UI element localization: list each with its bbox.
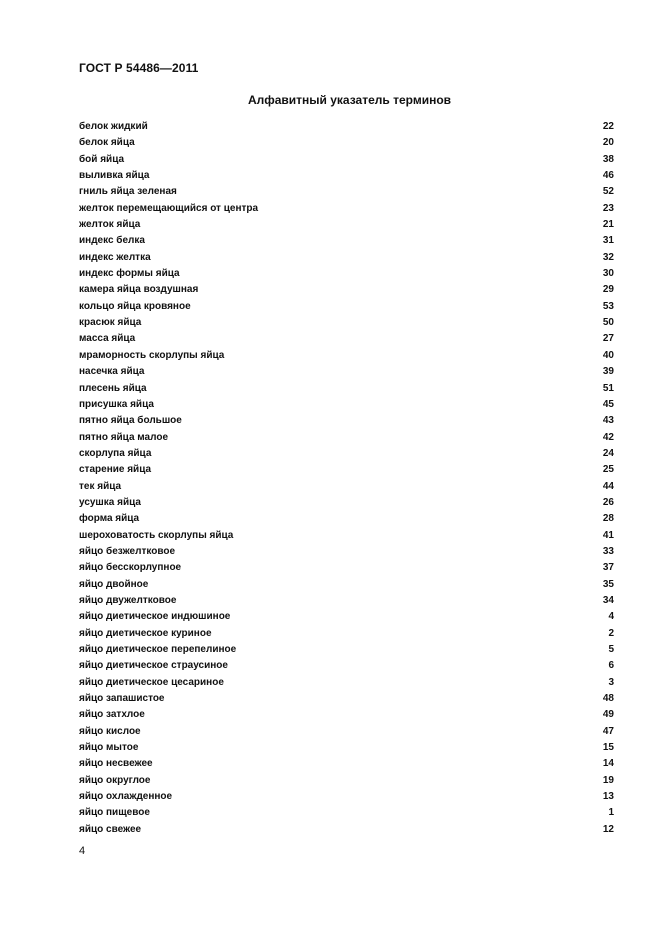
index-term: желток яйца xyxy=(79,219,141,231)
index-term-number: 29 xyxy=(602,284,614,296)
index-entry xyxy=(79,593,614,609)
index-term: яйцо двужелтковое xyxy=(79,594,177,606)
index-term: яйцо кислое xyxy=(79,725,141,737)
index-term-number: 20 xyxy=(602,137,614,149)
index-entry xyxy=(79,152,614,168)
index-entry xyxy=(79,577,614,593)
index-term-number: 37 xyxy=(602,562,614,574)
index-term-number: 14 xyxy=(602,758,614,770)
index-term: выливка яйца xyxy=(79,170,150,182)
index-entry xyxy=(79,364,614,380)
index-term: усушка яйца xyxy=(79,496,141,508)
index-term: яйцо двойное xyxy=(79,578,149,590)
index-term-number: 19 xyxy=(602,774,614,786)
index-term-number: 12 xyxy=(602,823,614,835)
index-term-number: 13 xyxy=(602,791,614,803)
index-term: камера яйца воздушная xyxy=(79,284,199,296)
index-term-number: 48 xyxy=(602,693,614,705)
index-entry xyxy=(79,184,614,200)
document-header: ГОСТ Р 54486—2011 xyxy=(79,61,199,75)
index-term: кольцо яйца кровяное xyxy=(79,300,191,312)
index-entry xyxy=(79,691,614,707)
index-term-number: 21 xyxy=(602,219,614,231)
index-term: яйцо безжелтковое xyxy=(79,545,176,557)
index-term-number: 41 xyxy=(602,529,614,541)
index-entry xyxy=(79,773,614,789)
index-entry xyxy=(79,626,614,642)
index-term: бой яйца xyxy=(79,153,125,165)
index-entry xyxy=(79,299,614,315)
index-term: гниль яйца зеленая xyxy=(79,186,177,198)
index-title: Алфавитный указатель терминов xyxy=(247,93,452,107)
index-entry xyxy=(79,266,614,282)
index-entry xyxy=(79,675,614,691)
index-term: форма яйца xyxy=(79,513,140,525)
index-entry xyxy=(79,397,614,413)
index-term: старение яйца xyxy=(79,464,152,476)
index-term-number: 38 xyxy=(602,153,614,165)
index-term-number: 26 xyxy=(602,496,614,508)
index-term-number: 3 xyxy=(608,676,614,688)
index-term-number: 34 xyxy=(602,594,614,606)
index-term-number: 28 xyxy=(602,513,614,525)
index-term-number: 40 xyxy=(602,349,614,361)
index-term-number: 39 xyxy=(602,366,614,378)
index-entry xyxy=(79,462,614,478)
index-term: яйцо затхлое xyxy=(79,709,145,721)
index-term: яйцо округлое xyxy=(79,774,151,786)
index-term-number: 1 xyxy=(608,807,614,819)
index-term-number: 23 xyxy=(602,202,614,214)
index-term-number: 35 xyxy=(602,578,614,590)
index-term: желток перемещающийся от центра xyxy=(79,202,259,214)
index-term: белок жидкий xyxy=(79,121,148,132)
index-term-number: 4 xyxy=(608,611,614,623)
index-entry xyxy=(79,282,614,298)
index-term: яйцо бесскорлупное xyxy=(79,562,182,574)
index-term-number: 33 xyxy=(602,545,614,557)
index-entry xyxy=(79,756,614,772)
index-entry xyxy=(79,707,614,723)
index-term-number: 52 xyxy=(602,186,614,198)
index-term: шероховатость скорлупы яйца xyxy=(79,529,234,541)
index-term-number: 46 xyxy=(602,170,614,182)
index-term: индекс белка xyxy=(79,235,145,247)
index-term: пятно яйца малое xyxy=(79,431,169,443)
index-term: присушка яйца xyxy=(79,398,154,410)
index-term: белок яйца xyxy=(79,137,135,149)
index-term: яйцо диетическое индюшиное xyxy=(79,611,231,623)
index-entry xyxy=(79,528,614,544)
index-entry xyxy=(79,511,614,527)
index-entry xyxy=(79,331,614,347)
index-entry xyxy=(79,789,614,805)
index-term-number: 44 xyxy=(602,480,614,492)
index-entry xyxy=(79,560,614,576)
index-term: мраморность скорлупы яйца xyxy=(79,349,225,361)
index-term: красюк яйца xyxy=(79,317,142,329)
index-term: яйцо пищевое xyxy=(79,807,150,819)
index-term: плесень яйца xyxy=(79,382,147,394)
index-term: пятно яйца большое xyxy=(79,415,182,427)
index-term: яйцо диетическое куриное xyxy=(79,627,212,639)
index-entry xyxy=(79,479,614,495)
index-entry xyxy=(79,446,614,462)
index-term: яйцо диетическое перепелиное xyxy=(79,644,237,655)
index-term-number: 15 xyxy=(602,742,614,754)
index-entry xyxy=(79,822,614,838)
index-term: яйцо диетическое цесариное xyxy=(79,676,224,688)
index-term-number: 50 xyxy=(602,317,614,329)
index-term-number: 27 xyxy=(602,333,614,345)
index-term: индекс формы яйца xyxy=(79,268,180,280)
index-term-number: 45 xyxy=(602,398,614,410)
index-term-number: 42 xyxy=(602,431,614,443)
index-entry xyxy=(79,201,614,217)
index-entry xyxy=(79,135,614,151)
index-entry xyxy=(79,168,614,184)
index-term: насечка яйца xyxy=(79,366,145,378)
index-entry xyxy=(79,805,614,821)
page-number: 4 xyxy=(79,845,86,857)
index-entry xyxy=(79,642,614,658)
index-term: яйцо несвежее xyxy=(79,758,153,770)
index-term: яйцо диетическое страусиное xyxy=(79,660,228,672)
index-entry xyxy=(79,609,614,625)
index-entry xyxy=(79,724,614,740)
index-entry xyxy=(79,315,614,331)
index-entry xyxy=(79,217,614,233)
index-term-number: 47 xyxy=(602,725,614,737)
index-term-number: 2 xyxy=(608,627,614,639)
index-entry xyxy=(79,658,614,674)
index-term: яйцо запашистое xyxy=(79,693,165,705)
index-term-number: 43 xyxy=(602,415,614,427)
index-term: индекс желтка xyxy=(79,251,151,263)
index-term-number: 5 xyxy=(608,644,614,655)
index-term-number: 6 xyxy=(608,660,614,672)
index-term-number: 22 xyxy=(602,121,614,132)
index-entry xyxy=(79,348,614,364)
index-entry xyxy=(79,495,614,511)
index-term: яйцо охлажденное xyxy=(79,791,173,803)
index-term: тек яйца xyxy=(79,480,122,492)
term-index-list xyxy=(79,119,614,838)
index-term-number: 51 xyxy=(602,382,614,394)
index-term-number: 30 xyxy=(602,268,614,280)
index-term: яйцо мытое xyxy=(79,742,139,754)
index-entry xyxy=(79,233,614,249)
index-term: масса яйца xyxy=(79,333,136,345)
index-term-number: 31 xyxy=(602,235,614,247)
index-term-number: 25 xyxy=(602,464,614,476)
index-entry xyxy=(79,250,614,266)
index-entry xyxy=(79,381,614,397)
index-term: скорлупа яйца xyxy=(79,447,152,459)
index-entry xyxy=(79,119,614,135)
index-entry xyxy=(79,430,614,446)
index-term-number: 49 xyxy=(602,709,614,721)
index-term-number: 24 xyxy=(602,447,614,459)
index-term-number: 32 xyxy=(602,251,614,263)
index-entry xyxy=(79,544,614,560)
index-term-number: 53 xyxy=(602,300,614,312)
index-entry xyxy=(79,740,614,756)
index-term: яйцо свежее xyxy=(79,823,142,835)
index-entry xyxy=(79,413,614,429)
